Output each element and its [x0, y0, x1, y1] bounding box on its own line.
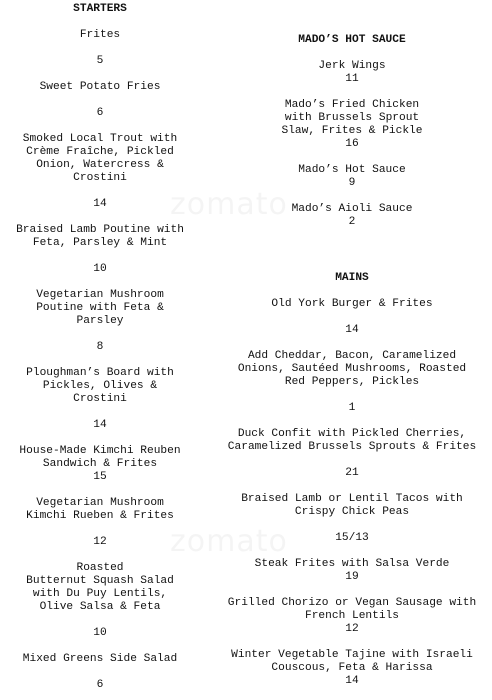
menu-item-name: Duck Confit with Pickled Cherries, Caramelized Brussels Sprouts & Frites — [227, 428, 477, 453]
menu-item-name: Jerk Wings — [318, 60, 386, 72]
menu-item-name: Frites — [79, 29, 121, 41]
menu-item-price: 9 — [348, 177, 356, 189]
menu-item-name: House-Made Kimchi Reuben Sandwich & Frites — [19, 445, 181, 470]
menu-item-price: 10 — [93, 627, 107, 639]
menu-item-name: Mado’s Aioli Sauce — [291, 203, 413, 215]
menu-item-name: Mado’s Fried Chicken with Brussels Sprout Slaw, Frites & Pickle — [281, 99, 423, 137]
menu-item-price: 2 — [348, 216, 356, 228]
menu-item-name: Vegetarian Mushroom Poutine with Feta & Parsley — [36, 289, 164, 327]
menu-item-name: Ploughman’s Board with Pickles, Olives & Crostini — [26, 367, 174, 405]
menu-item-price: 14 — [93, 419, 107, 431]
menu-item-name: Steak Frites with Salsa Verde — [254, 558, 450, 570]
mains-heading: MAINS — [335, 272, 369, 284]
menu-item-name: Braised Lamb Poutine with Feta, Parsley & Mint — [16, 224, 184, 249]
menu-item-name: Old York Burger & Frites — [271, 298, 433, 310]
menu-item-price: 6 — [96, 679, 104, 691]
menu-item-price: 8 — [96, 341, 104, 353]
menu-item-name: Grilled Chorizo or Vegan Sausage with French Lentils — [227, 597, 477, 622]
menu-item-name: Braised Lamb or Lentil Tacos with Crispy Chick Peas — [241, 493, 463, 518]
menu-item-price: 12 — [93, 536, 107, 548]
menu-item-price: 14 — [345, 675, 359, 687]
menu-item-name: Smoked Local Trout with Crème Fraîche, Pickled Onion, Watercress & Crostini — [22, 133, 178, 184]
menu-item-price: 1 — [348, 402, 356, 414]
menu-item-price: 15 — [93, 471, 107, 483]
menu-item-price: 10 — [93, 263, 107, 275]
menu-item-name: Sweet Potato Fries — [39, 81, 161, 93]
menu-item-price: 6 — [96, 107, 104, 119]
menu-item-price: 14 — [93, 198, 107, 210]
menu-item-name: Roasted Butternut Squash Salad with Du Puy Lentils, Olive Salsa & Feta — [26, 562, 174, 613]
starters-heading: STARTERS — [73, 3, 127, 15]
menu-item-price: 16 — [345, 138, 359, 150]
menu-item-name: Mado’s Hot Sauce — [298, 164, 406, 176]
menu-item-name: Mixed Greens Side Salad — [22, 653, 178, 665]
menu-item-price: 11 — [345, 73, 359, 85]
menu-item-price: 5 — [96, 55, 104, 67]
menu-item-price: 12 — [345, 623, 359, 635]
menu-item-price: 19 — [345, 571, 359, 583]
menu-item-price: 21 — [345, 467, 359, 479]
menu-item-name: Vegetarian Mushroom Kimchi Rueben & Frites — [26, 497, 174, 522]
hot-sauce-heading: MADO’S HOT SAUCE — [298, 34, 406, 46]
menu-item-price: 15/13 — [335, 532, 369, 544]
menu-item-name: Winter Vegetable Tajine with Israeli Couscous, Feta & Harissa — [231, 649, 473, 674]
menu-item-name: Add Cheddar, Bacon, Caramelized Onions, Sautéed Mushrooms, Roasted Red Peppers, Pickles — [237, 350, 467, 388]
menu-item-price: 14 — [345, 324, 359, 336]
